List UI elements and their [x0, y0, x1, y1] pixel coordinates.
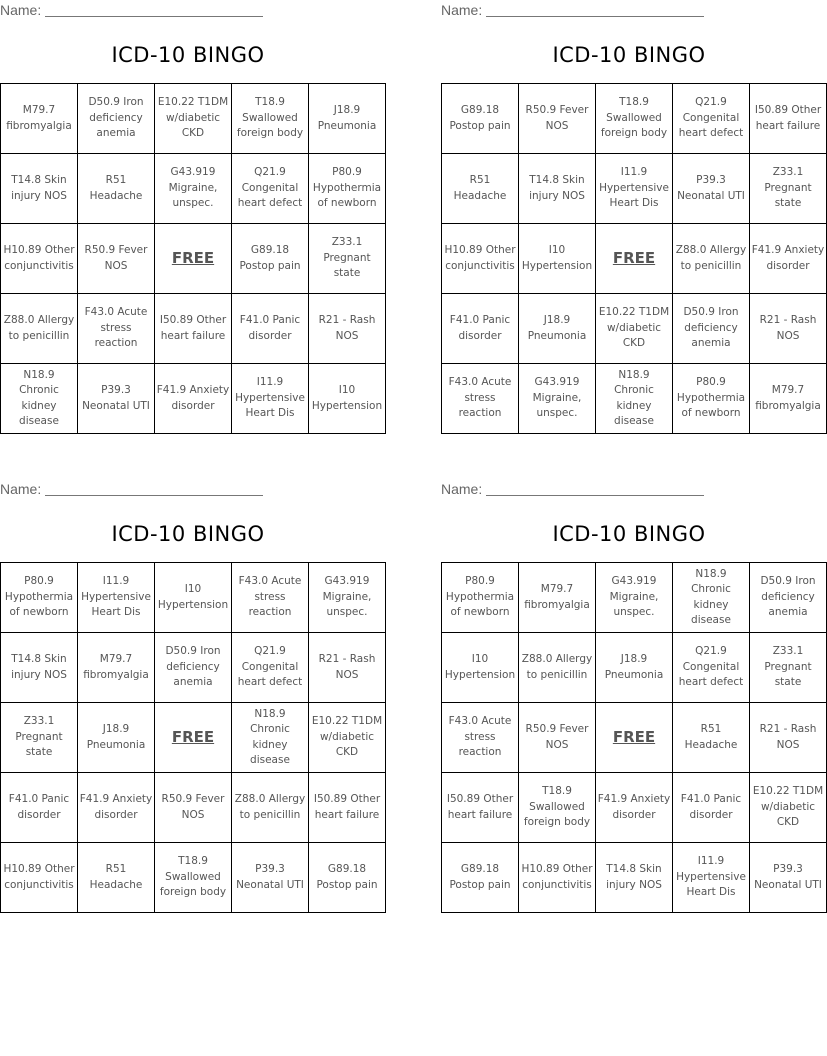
free-space: FREE: [596, 224, 673, 294]
bingo-cell: N18.9 Chronic kidney disease: [673, 563, 750, 633]
bingo-cell: R51 Headache: [442, 154, 519, 224]
grid-row: [442, 843, 827, 913]
grid-row: [442, 364, 827, 434]
bingo-cell: H10.89 Other conjunctivitis: [442, 224, 519, 294]
bingo-cell: G43.919 Migraine, unspec.: [519, 364, 596, 434]
bingo-cell: I10 Hypertension: [309, 364, 386, 434]
bingo-cell: Q21.9 Congenital heart defect: [232, 633, 309, 703]
bingo-cell: E10.22 T1DM w/diabetic CKD: [309, 703, 386, 773]
bingo-cell: D50.9 Iron deficiency anemia: [750, 563, 827, 633]
bingo-card-4: [441, 479, 824, 913]
free-space: FREE: [155, 224, 232, 294]
bingo-grid: [0, 83, 386, 434]
bingo-cell: G89.18 Postop pain: [442, 84, 519, 154]
bingo-cell: Q21.9 Congenital heart defect: [232, 154, 309, 224]
bingo-cell: I11.9 Hypertensive Heart Dis: [232, 364, 309, 434]
bingo-cell: T14.8 Skin injury NOS: [596, 843, 673, 913]
bingo-cell: R51 Headache: [673, 703, 750, 773]
bingo-cell: H10.89 Other conjunctivitis: [1, 224, 78, 294]
bingo-cell: I10 Hypertension: [519, 224, 596, 294]
bingo-grid: [441, 83, 827, 434]
bingo-cell: G89.18 Postop pain: [442, 843, 519, 913]
grid-row: [1, 563, 386, 633]
grid-row: [1, 154, 386, 224]
bingo-grid: [0, 562, 386, 913]
bingo-cell: T18.9 Swallowed foreign body: [519, 773, 596, 843]
bingo-cell: E10.22 T1DM w/diabetic CKD: [155, 84, 232, 154]
name-field[interactable]: [441, 479, 817, 499]
bingo-cell: Z88.0 Allergy to penicillin: [1, 294, 78, 364]
bingo-cell: Z88.0 Allergy to penicillin: [232, 773, 309, 843]
grid-row: [442, 154, 827, 224]
bingo-cell: J18.9 Pneumonia: [519, 294, 596, 364]
bingo-cell: P39.3 Neonatal UTI: [673, 154, 750, 224]
bingo-cell: D50.9 Iron deficiency anemia: [673, 294, 750, 364]
bingo-cell: H10.89 Other conjunctivitis: [1, 843, 78, 913]
bingo-cell: F41.9 Anxiety disorder: [750, 224, 827, 294]
grid-row: [1, 224, 386, 294]
bingo-grid: [441, 562, 827, 913]
bingo-cell: P39.3 Neonatal UTI: [232, 843, 309, 913]
bingo-cell: R50.9 Fever NOS: [155, 773, 232, 843]
bingo-cell: D50.9 Iron deficiency anemia: [78, 84, 155, 154]
bingo-cell: Z33.1 Pregnant state: [750, 633, 827, 703]
name-field[interactable]: [0, 479, 376, 499]
bingo-cell: T18.9 Swallowed foreign body: [596, 84, 673, 154]
bingo-cell: E10.22 T1DM w/diabetic CKD: [750, 773, 827, 843]
grid-row: [1, 843, 386, 913]
bingo-cell: F41.9 Anxiety disorder: [596, 773, 673, 843]
bingo-cell: Q21.9 Congenital heart defect: [673, 84, 750, 154]
bingo-cell: R51 Headache: [78, 843, 155, 913]
bingo-cell: I50.89 Other heart failure: [309, 773, 386, 843]
grid-row: [1, 294, 386, 364]
name-blank-line[interactable]: [486, 481, 704, 496]
bingo-cell: J18.9 Pneumonia: [596, 633, 673, 703]
bingo-cell: G43.919 Migraine, unspec.: [309, 563, 386, 633]
grid-row: [442, 563, 827, 633]
bingo-cell: F41.0 Panic disorder: [442, 294, 519, 364]
grid-row: [442, 294, 827, 364]
free-space: FREE: [596, 703, 673, 773]
grid-row: [442, 84, 827, 154]
bingo-cell: P39.3 Neonatal UTI: [78, 364, 155, 434]
bingo-cell: I50.89 Other heart failure: [750, 84, 827, 154]
bingo-cell: I11.9 Hypertensive Heart Dis: [596, 154, 673, 224]
name-label: Name:: [441, 481, 483, 497]
grid-row: [442, 703, 827, 773]
name-label: Name:: [0, 481, 42, 497]
bingo-cell: Z88.0 Allergy to penicillin: [673, 224, 750, 294]
bingo-cell: D50.9 Iron deficiency anemia: [155, 633, 232, 703]
bingo-card-2: [441, 0, 825, 434]
bingo-cell: F41.0 Panic disorder: [1, 773, 78, 843]
bingo-cell: Z33.1 Pregnant state: [309, 224, 386, 294]
name-field[interactable]: [0, 0, 376, 20]
bingo-cell: N18.9 Chronic kidney disease: [596, 364, 673, 434]
bingo-cell: I10 Hypertension: [442, 633, 519, 703]
free-space: FREE: [155, 703, 232, 773]
grid-row: [1, 84, 386, 154]
bingo-card-3: [0, 479, 383, 913]
bingo-cell: G43.919 Migraine, unspec.: [596, 563, 673, 633]
bingo-cell: G89.18 Postop pain: [232, 224, 309, 294]
grid-row: [442, 633, 827, 703]
bingo-cell: Z33.1 Pregnant state: [1, 703, 78, 773]
card-title: ICD-10 BINGO: [552, 522, 706, 546]
bingo-cell: T18.9 Swallowed foreign body: [232, 84, 309, 154]
grid-row: [442, 224, 827, 294]
card-title: ICD-10 BINGO: [111, 522, 265, 546]
bingo-cell: T14.8 Skin injury NOS: [519, 154, 596, 224]
bingo-cell: I50.89 Other heart failure: [155, 294, 232, 364]
bingo-cell: F41.0 Panic disorder: [232, 294, 309, 364]
bingo-cell: F43.0 Acute stress reaction: [442, 364, 519, 434]
bingo-cell: P80.9 Hypothermia of newborn: [309, 154, 386, 224]
bingo-cell: R50.9 Fever NOS: [519, 703, 596, 773]
bingo-cell: F41.9 Anxiety disorder: [155, 364, 232, 434]
bingo-cell: F41.9 Anxiety disorder: [78, 773, 155, 843]
bingo-cell: N18.9 Chronic kidney disease: [232, 703, 309, 773]
name-label: Name:: [441, 2, 483, 18]
bingo-cell: Q21.9 Congenital heart defect: [673, 633, 750, 703]
bingo-cell: F43.0 Acute stress reaction: [442, 703, 519, 773]
bingo-cell: F43.0 Acute stress reaction: [232, 563, 309, 633]
card-title: ICD-10 BINGO: [111, 43, 265, 67]
bingo-cell: F43.0 Acute stress reaction: [78, 294, 155, 364]
name-field[interactable]: [441, 0, 817, 20]
bingo-cell: R21 - Rash NOS: [750, 294, 827, 364]
bingo-cell: P80.9 Hypothermia of newborn: [442, 563, 519, 633]
grid-row: [1, 773, 386, 843]
bingo-cell: P80.9 Hypothermia of newborn: [1, 563, 78, 633]
bingo-cell: J18.9 Pneumonia: [78, 703, 155, 773]
bingo-cell: F41.0 Panic disorder: [673, 773, 750, 843]
bingo-cell: T14.8 Skin injury NOS: [1, 154, 78, 224]
bingo-cell: R51 Headache: [78, 154, 155, 224]
bingo-cell: M79.7 fibromyalgia: [78, 633, 155, 703]
bingo-cell: Z88.0 Allergy to penicillin: [519, 633, 596, 703]
bingo-cell: M79.7 fibromyalgia: [1, 84, 78, 154]
bingo-cell: R50.9 Fever NOS: [78, 224, 155, 294]
bingo-cell: J18.9 Pneumonia: [309, 84, 386, 154]
bingo-cell: Z33.1 Pregnant state: [750, 154, 827, 224]
card-title: ICD-10 BINGO: [552, 43, 706, 67]
bingo-cell: P39.3 Neonatal UTI: [750, 843, 827, 913]
bingo-cell: T14.8 Skin injury NOS: [1, 633, 78, 703]
bingo-cell: I50.89 Other heart failure: [442, 773, 519, 843]
bingo-cell: I11.9 Hypertensive Heart Dis: [673, 843, 750, 913]
bingo-cell: M79.7 fibromyalgia: [750, 364, 827, 434]
bingo-cell: G43.919 Migraine, unspec.: [155, 154, 232, 224]
bingo-cell: R21 - Rash NOS: [309, 294, 386, 364]
bingo-cell: R21 - Rash NOS: [309, 633, 386, 703]
grid-row: [1, 703, 386, 773]
bingo-card-1: [0, 0, 383, 434]
bingo-cell: R50.9 Fever NOS: [519, 84, 596, 154]
bingo-cell: E10.22 T1DM w/diabetic CKD: [596, 294, 673, 364]
name-blank-line[interactable]: [486, 2, 704, 17]
bingo-cell: N18.9 Chronic kidney disease: [1, 364, 78, 434]
name-blank-line[interactable]: [45, 481, 263, 496]
bingo-cell: R21 - Rash NOS: [750, 703, 827, 773]
bingo-cell: M79.7 fibromyalgia: [519, 563, 596, 633]
bingo-cell: G89.18 Postop pain: [309, 843, 386, 913]
bingo-cell: T18.9 Swallowed foreign body: [155, 843, 232, 913]
bingo-cell: I10 Hypertension: [155, 563, 232, 633]
bingo-cell: H10.89 Other conjunctivitis: [519, 843, 596, 913]
grid-row: [442, 773, 827, 843]
grid-row: [1, 633, 386, 703]
grid-row: [1, 364, 386, 434]
bingo-cell: P80.9 Hypothermia of newborn: [673, 364, 750, 434]
bingo-cell: I11.9 Hypertensive Heart Dis: [78, 563, 155, 633]
name-blank-line[interactable]: [45, 2, 263, 17]
name-label: Name:: [0, 2, 42, 18]
